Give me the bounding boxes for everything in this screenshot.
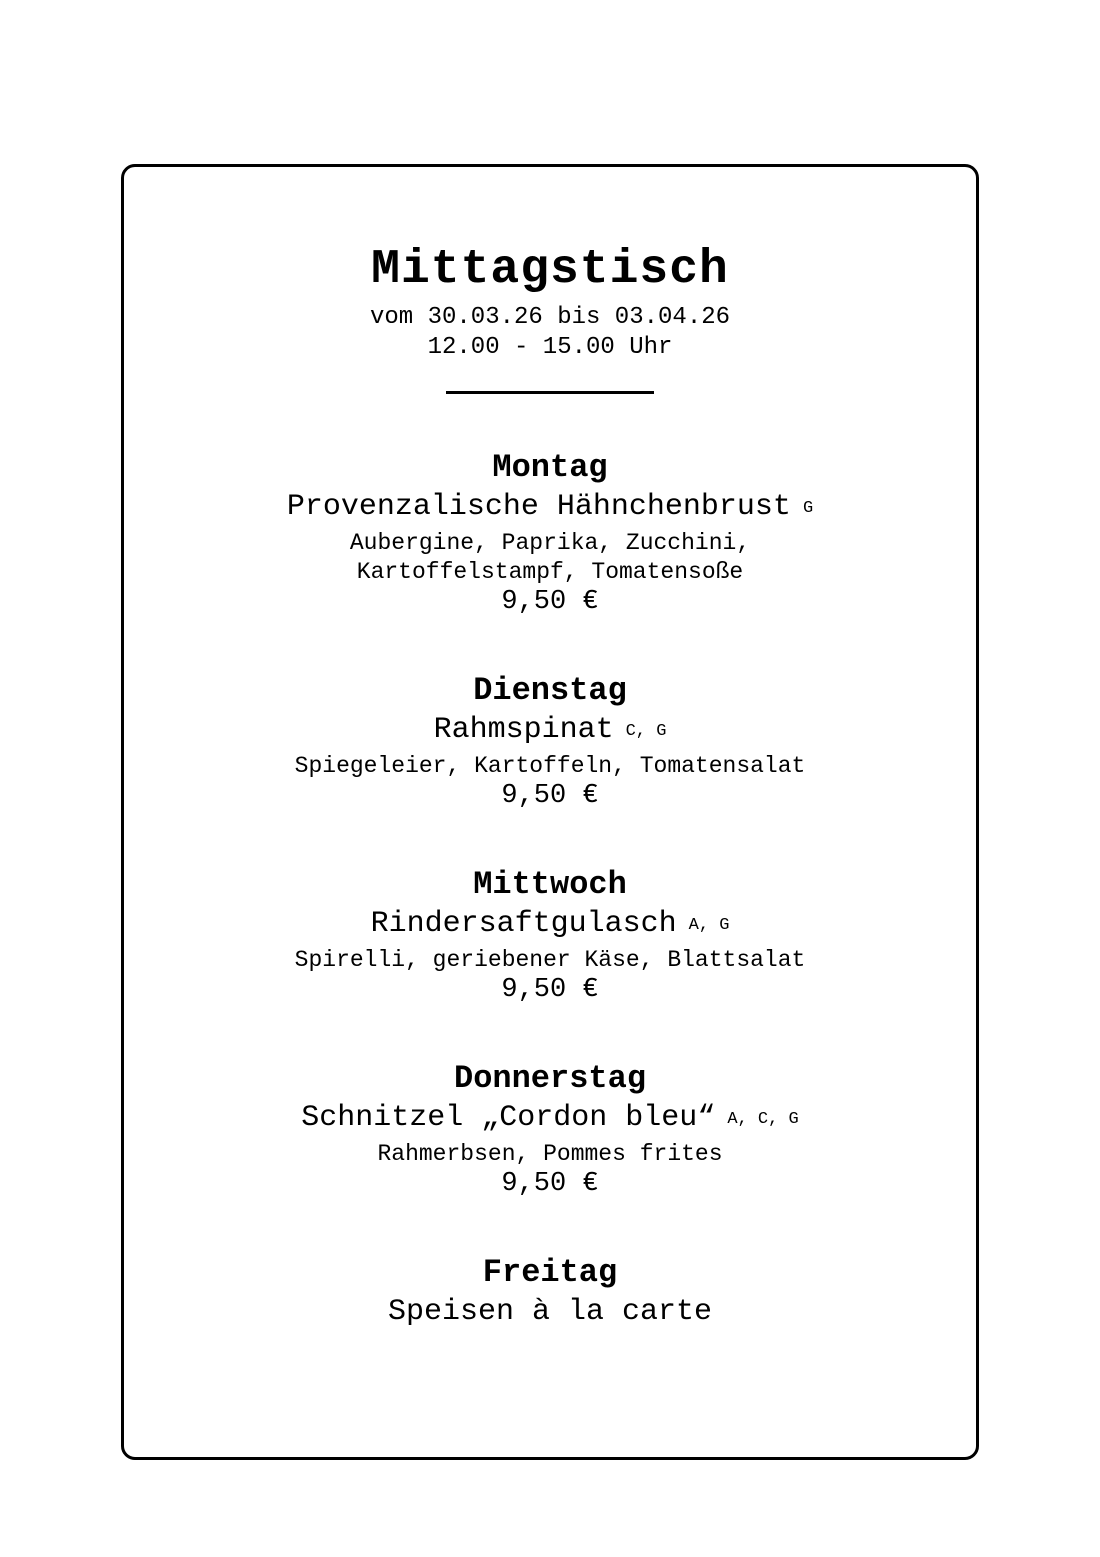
day-name: Freitag [482, 1254, 618, 1291]
menu-day-mittwoch [0, 865, 1100, 1005]
day-name: Mittwoch [473, 866, 627, 903]
allergen-codes: A, G [688, 916, 730, 935]
dish-name: Rahmspinat [433, 713, 614, 747]
menu-day-donnerstag [0, 1059, 1100, 1199]
opening-hours: 12.00 - 15.00 Uhr [427, 334, 673, 361]
dish-price: 9,50 € [501, 587, 599, 617]
dish-description: Rahmerbsen, Pommes frites [377, 1141, 723, 1167]
dish-line [0, 488, 1100, 528]
dish-description: Aubergine, Paprika, Zucchini, [349, 530, 751, 556]
dish-price: 9,50 € [501, 975, 599, 1005]
menu-day-dienstag [0, 671, 1100, 811]
dish-description: Spirelli, geriebener Käse, Blattsalat [294, 947, 806, 973]
dish-name: Speisen à la carte [387, 1295, 713, 1329]
dish-description: Kartoffelstampf, Tomatensoße [356, 559, 744, 585]
dish-name: Schnitzel „Cordon bleu“ [301, 1101, 716, 1135]
date-range: vom 30.03.26 bis 03.04.26 [369, 304, 731, 331]
dish-price: 9,50 € [501, 1169, 599, 1199]
menu-day-montag [0, 448, 1100, 617]
day-name: Dienstag [473, 672, 627, 709]
allergen-codes: C, G [625, 722, 667, 741]
allergen-codes: A, C, G [727, 1110, 799, 1129]
dish-line [0, 905, 1100, 945]
dish-price: 9,50 € [501, 781, 599, 811]
dish-line [0, 711, 1100, 751]
dish-description: Spiegeleier, Kartoffeln, Tomatensalat [294, 753, 806, 779]
dish-line [0, 1293, 1100, 1331]
header-divider [446, 391, 654, 394]
dish-name: Rindersaftgulasch [370, 907, 677, 941]
menu-day-freitag [0, 1253, 1100, 1331]
dish-line [0, 1099, 1100, 1139]
dish-name: Provenzalische Hähnchenbrust [286, 490, 791, 524]
day-name: Montag [492, 449, 608, 486]
menu-title: Mittagstisch [371, 243, 729, 297]
allergen-codes: G [802, 499, 814, 518]
day-name: Donnerstag [453, 1060, 647, 1097]
